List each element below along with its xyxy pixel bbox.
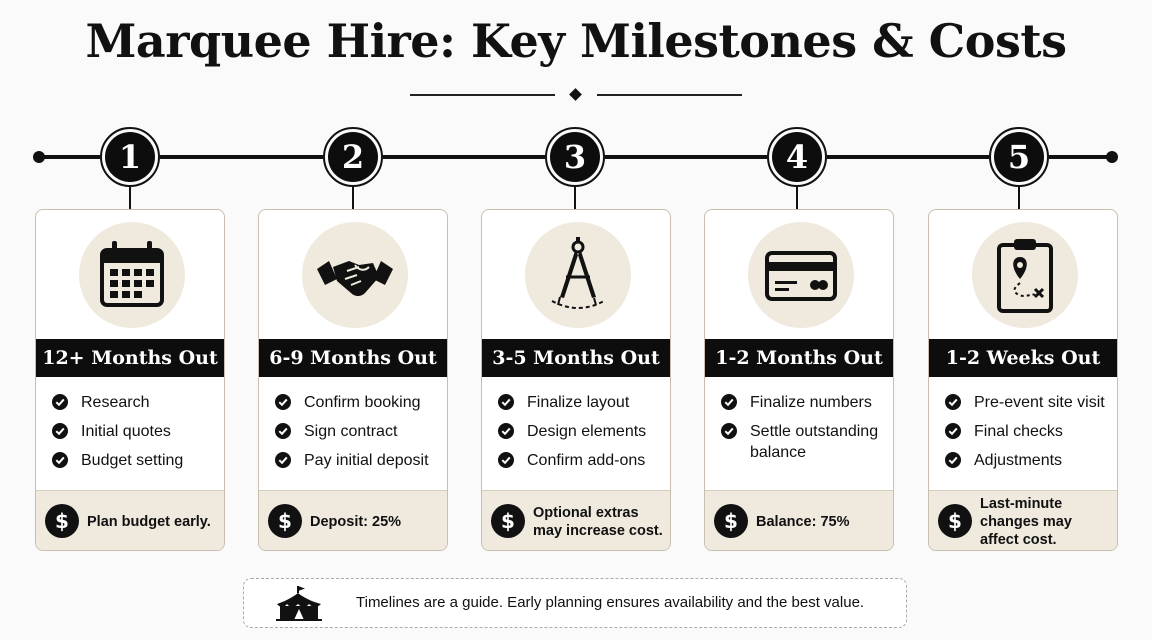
task-label: Design elements <box>527 423 647 440</box>
check-icon <box>498 423 514 439</box>
calendar-icon <box>79 222 185 328</box>
check-icon <box>52 394 68 410</box>
task-label: Settle outstanding balance <box>750 423 879 461</box>
milestone-card-2 <box>258 209 448 551</box>
cost-note: Last-minute changes may affect cost. <box>980 496 1072 548</box>
footer-note: Timelines are a guide. Early planning ensures availability and the best value. <box>356 594 865 611</box>
cost-note-row <box>705 490 893 551</box>
step-number: 1 <box>105 132 155 182</box>
milestone-card-4 <box>704 209 894 551</box>
task-label: Adjustments <box>974 452 1063 469</box>
task-item <box>498 421 664 442</box>
task-label: Sign contract <box>304 423 398 440</box>
task-item <box>721 392 887 413</box>
check-icon <box>945 423 961 439</box>
svg-text:$: $ <box>501 509 515 533</box>
step-badge-5 <box>989 127 1049 187</box>
handshake-icon <box>302 222 408 328</box>
check-icon <box>721 394 737 410</box>
task-label: Pre-event site visit <box>974 394 1105 411</box>
milestone-period: 3-5 Months Out <box>482 339 670 377</box>
step-connector <box>1018 187 1020 209</box>
milestone-card-3 <box>481 209 671 551</box>
task-label: Pay initial deposit <box>304 452 429 469</box>
cost-note: Plan budget early. <box>87 514 211 530</box>
task-item <box>52 450 218 471</box>
step-number: 4 <box>772 132 822 182</box>
timeline-end-dot <box>1106 151 1118 163</box>
step-connector <box>796 187 798 209</box>
milestone-period: 12+ Months Out <box>36 339 224 377</box>
task-label: Finalize numbers <box>750 394 872 411</box>
cost-note: Balance: 75% <box>756 514 850 530</box>
task-item <box>498 392 664 413</box>
step-badge-3 <box>545 127 605 187</box>
cost-note-row <box>259 490 447 551</box>
check-icon <box>275 423 291 439</box>
check-icon <box>275 452 291 468</box>
step-connector <box>129 187 131 209</box>
step-badge-2 <box>323 127 383 187</box>
check-icon <box>498 452 514 468</box>
step-connector <box>574 187 576 209</box>
svg-text:$: $ <box>724 509 738 533</box>
task-label: Research <box>81 394 150 411</box>
step-badge-4 <box>767 127 827 187</box>
task-item <box>721 421 890 463</box>
task-item <box>945 450 1111 471</box>
svg-text:$: $ <box>278 509 292 533</box>
task-item <box>52 392 218 413</box>
timeline-start-dot <box>33 151 45 163</box>
check-icon <box>52 423 68 439</box>
dollar-icon <box>938 504 972 538</box>
task-item <box>275 450 441 471</box>
check-icon <box>945 452 961 468</box>
task-label: Initial quotes <box>81 423 171 440</box>
task-label: Finalize layout <box>527 394 630 411</box>
cost-note-row <box>929 490 1117 551</box>
check-icon <box>945 394 961 410</box>
svg-text:$: $ <box>948 509 962 533</box>
milestone-card-1 <box>35 209 225 551</box>
milestone-card-5 <box>928 209 1118 551</box>
milestone-period: 1-2 Weeks Out <box>929 339 1117 377</box>
step-connector <box>352 187 354 209</box>
marquee-tent-icon <box>274 584 324 622</box>
step-number: 2 <box>328 132 378 182</box>
milestone-period: 6-9 Months Out <box>259 339 447 377</box>
task-label: Confirm booking <box>304 394 421 411</box>
cost-note: Optional extras may increase cost. <box>533 505 663 539</box>
task-item <box>275 421 441 442</box>
step-number: 3 <box>550 132 600 182</box>
check-icon <box>52 452 68 468</box>
task-item <box>52 421 218 442</box>
title-divider <box>410 89 742 101</box>
task-label: Confirm add-ons <box>527 452 646 469</box>
compass-icon <box>525 222 631 328</box>
dollar-icon <box>268 504 302 538</box>
cost-note: Deposit: 25% <box>310 514 402 530</box>
dollar-icon <box>45 504 79 538</box>
task-label: Final checks <box>974 423 1063 440</box>
milestone-period: 1-2 Months Out <box>705 339 893 377</box>
footer-note-box <box>243 578 907 628</box>
task-item <box>945 421 1111 442</box>
dollar-icon <box>714 504 748 538</box>
page-title: Marquee Hire: Key Milestones & Costs <box>85 14 1067 68</box>
check-icon <box>498 394 514 410</box>
cost-note-row <box>36 490 224 551</box>
step-badge-1 <box>100 127 160 187</box>
task-item <box>498 450 664 471</box>
credit-card-icon <box>748 222 854 328</box>
dollar-icon <box>491 504 525 538</box>
step-number: 5 <box>994 132 1044 182</box>
task-label: Budget setting <box>81 452 184 469</box>
clipboard-map-icon <box>972 222 1078 328</box>
check-icon <box>721 423 737 439</box>
task-item <box>275 392 441 413</box>
cost-note-row <box>482 490 670 551</box>
svg-text:$: $ <box>55 509 69 533</box>
check-icon <box>275 394 291 410</box>
task-item <box>945 392 1111 413</box>
